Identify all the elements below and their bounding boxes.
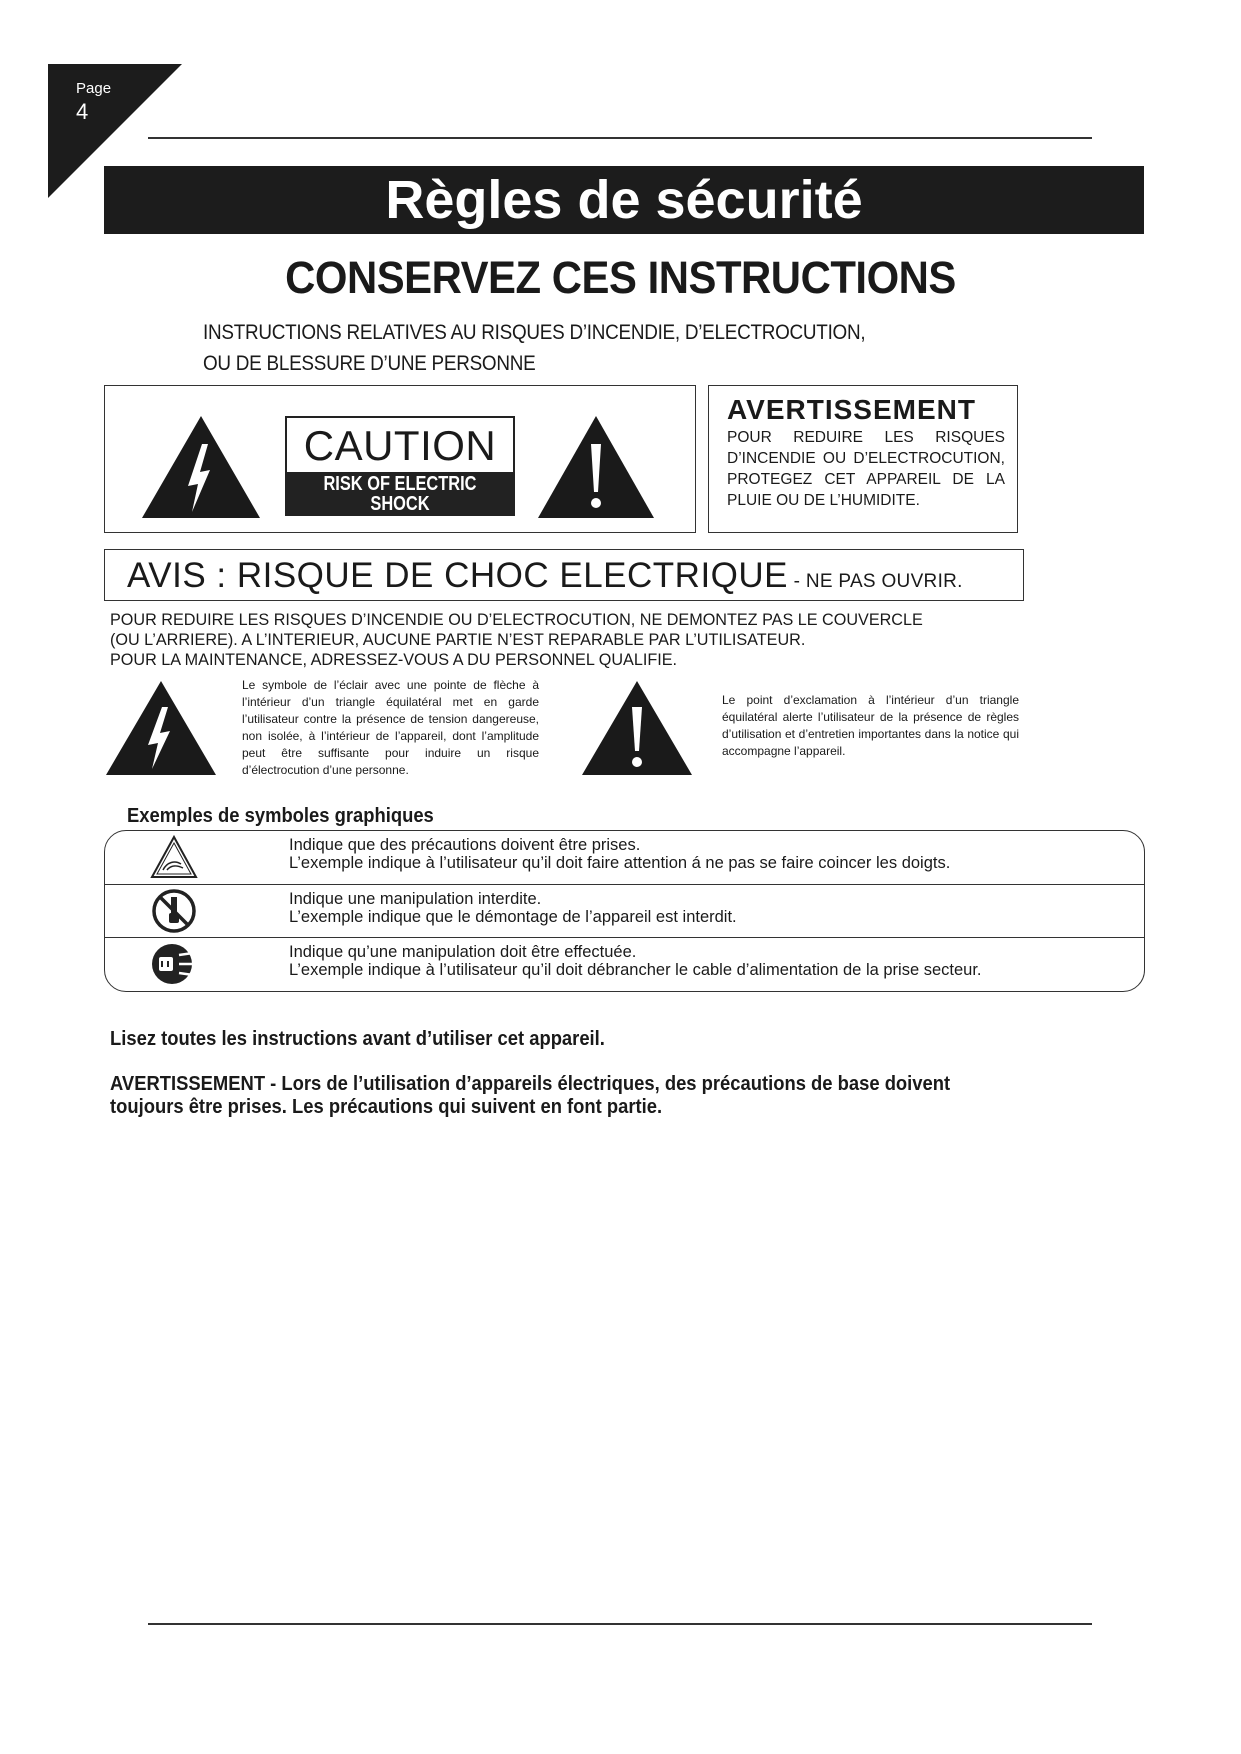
top-rule: [148, 137, 1092, 139]
example-text: [289, 943, 982, 979]
caution-subtitle-line: DO NOT OPEN: [342, 513, 458, 535]
page-number: 4: [76, 99, 89, 124]
avis-title-text: AVIS : RISQUE DE CHOC ELECTRIQUE: [127, 556, 789, 595]
lightning-symbol-description: Le symbole de l’éclair avec une pointe de flèche à l’intérieur d’un triangle équilatéral met en garde l’utilisateur contre la présence de tension dangereuse, non isolée, à l’intérieur de l’appareil, dont l’amplitude peut être suffisante pour induire un risque d’électrocution d’une personne.: [242, 678, 539, 777]
avis-line: (OU L’ARRIERE). A L’INTERIEUR, AUCUNE PARTIE N’EST REPARABLE PAR L’UTILISATEUR.: [110, 631, 806, 649]
exclamation-warning-icon: [536, 414, 656, 520]
avertissement-panel: [708, 385, 1018, 533]
example-text: [289, 836, 950, 872]
prohibited-disassembly-icon: [149, 888, 199, 934]
lightning-warning-icon: [140, 414, 262, 520]
caution-word: CAUTION: [303, 422, 497, 469]
example-row: [105, 937, 1144, 990]
example-line: L’exemple indique à l’utilisateur qu’il doit débrancher le cable d’alimentation de la prise secteur.: [289, 961, 982, 979]
page-label: Page: [76, 80, 112, 97]
final-warning: AVERTISSEMENT - Lors de l’utilisation d’appareils électriques, des précautions de base doivent toujours être prises. Les précautions qui suivent en font partie.: [110, 1073, 951, 1118]
avis-title: [127, 556, 963, 596]
exclamation-symbol-icon: [580, 679, 694, 777]
read-all-instruction: Lisez toutes les instructions avant d’utiliser cet appareil.: [110, 1028, 605, 1050]
avis-line: POUR REDUIRE LES RISQUES D’INCENDIE OU D’ELECTROCUTION, NE DEMONTEZ PAS LE COUVERCLE: [110, 611, 923, 629]
caution-triangle-icon: [149, 834, 199, 880]
example-row: [105, 831, 1144, 884]
caution-label: [285, 416, 515, 535]
exclamation-symbol-description: Le point d’exclamation à l’intérieur d’un triangle équilatéral alerte l’utilisateur de la présence de règles d’utilisation et d’entretien importantes dans la notice qui accompagne l’appareil.: [722, 693, 1019, 758]
caution-subtitle-line: RISK OF ELECTRIC SHOCK: [323, 473, 477, 515]
intro-text: [203, 317, 941, 379]
bottom-rule: [148, 1623, 1092, 1625]
lightning-symbol-icon: [104, 679, 218, 777]
page-title: Règles de sécurité: [104, 166, 1144, 234]
example-line: L’exemple indique à l’utilisateur qu’il doit faire attention á ne pas se faire coincer les doigts.: [289, 854, 951, 872]
examples-heading: Exemples de symboles graphiques: [127, 805, 434, 827]
example-line: Indique que des précautions doivent être prises.: [289, 836, 641, 854]
example-line: L’exemple indique que le démontage de l’appareil est interdit.: [289, 908, 737, 926]
avertissement-text: POUR REDUIRE LES RISQUES D’INCENDIE OU D’ELECTROCUTION, PROTEGEZ CET APPAREIL DE LA PLUIE OU DE L’HUMIDITE.: [727, 429, 1005, 509]
avis-title-suffix: - NE PAS OUVRIR.: [788, 571, 963, 592]
intro-line: OU DE BLESSURE D’UNE PERSONNE: [203, 352, 536, 375]
unplug-icon: [149, 941, 199, 987]
intro-line: INSTRUCTIONS RELATIVES AU RISQUES D’INCENDIE, D’ELECTROCUTION,: [203, 321, 866, 344]
example-line: Indique qu’une manipulation doit être effectuée.: [289, 943, 637, 961]
avis-panel: [104, 549, 1024, 601]
avis-paragraph: [110, 610, 1050, 670]
avis-line: POUR LA MAINTENANCE, ADRESSEZ-VOUS A DU PERSONNEL QUALIFIE.: [110, 651, 677, 669]
example-text: [289, 890, 737, 926]
example-line: Indique une manipulation interdite.: [289, 890, 542, 908]
examples-table: [104, 830, 1145, 992]
main-heading: CONSERVEZ CES INSTRUCTIONS: [285, 252, 956, 303]
avertissement-title: AVERTISSEMENT: [727, 394, 976, 425]
caution-subtitle: [287, 472, 513, 535]
example-row: [105, 884, 1144, 937]
